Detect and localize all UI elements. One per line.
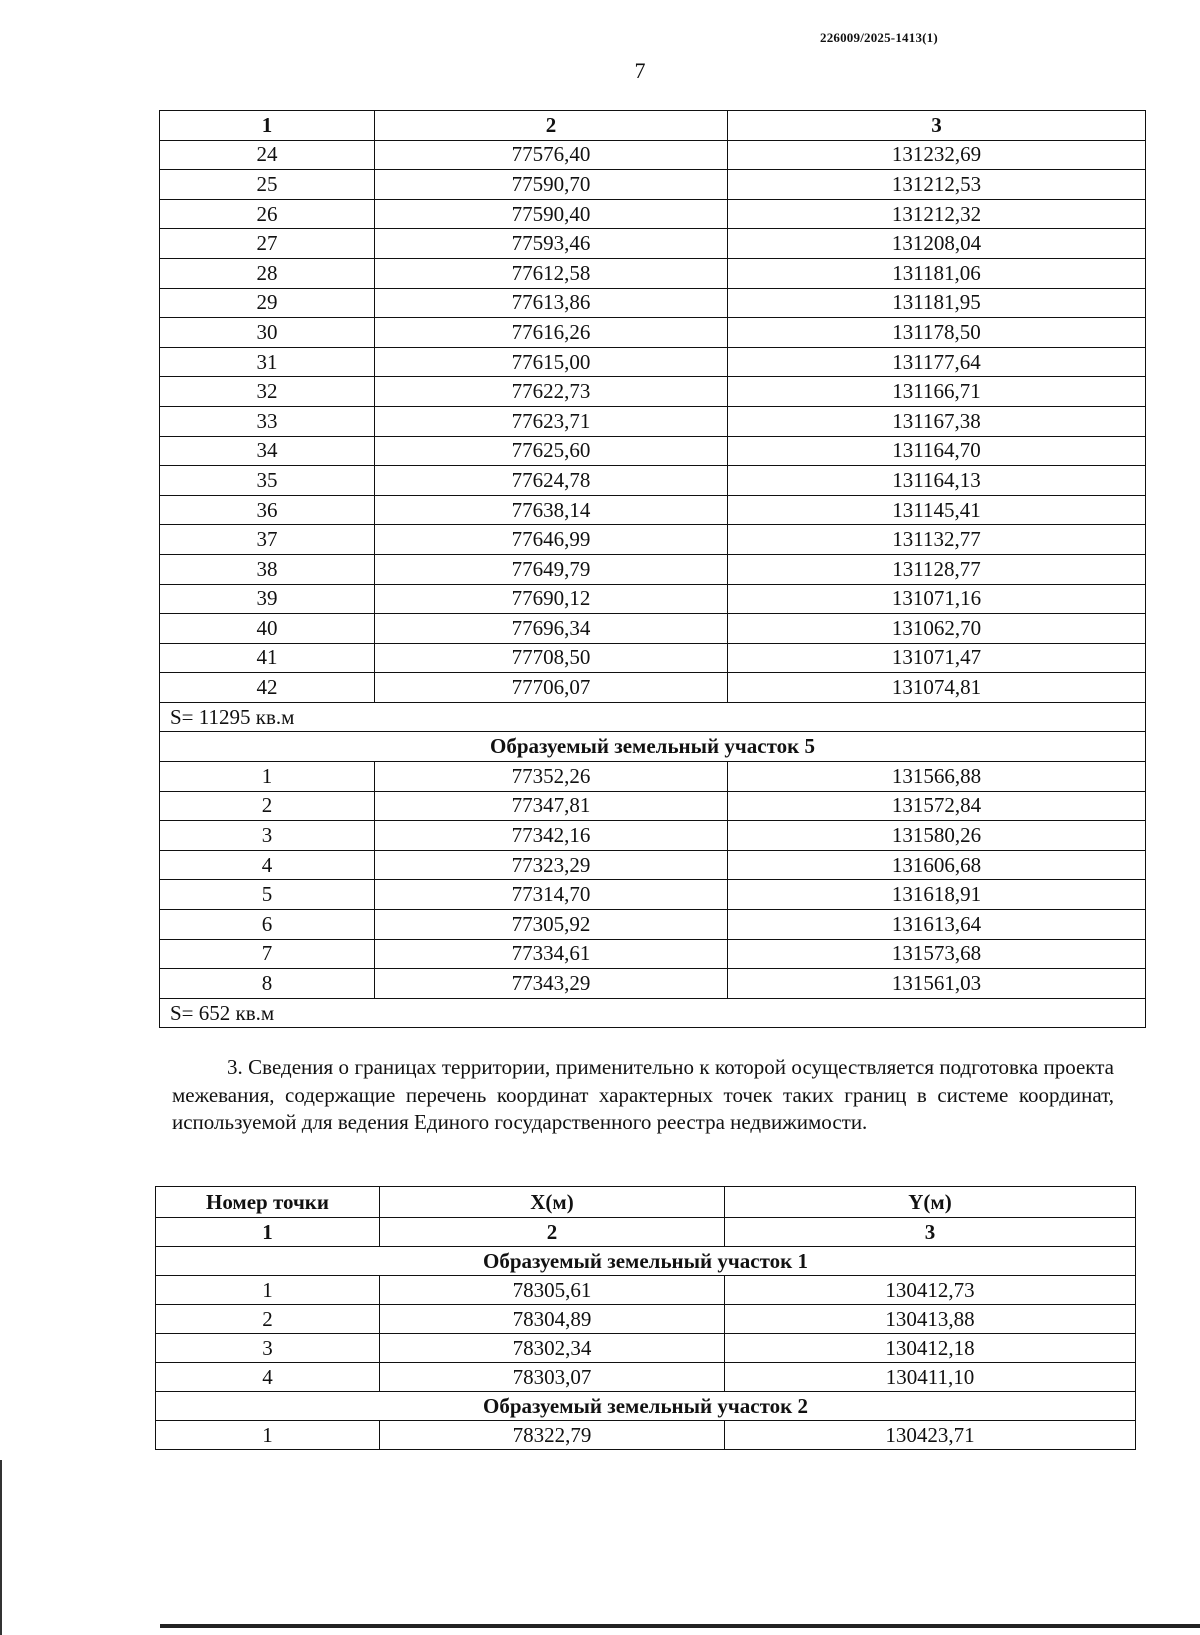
y-coordinate-cell: 131166,71	[728, 377, 1146, 407]
table-row	[160, 673, 1146, 703]
point-number-cell: 1	[156, 1276, 380, 1305]
point-number-cell: 34	[160, 436, 375, 466]
point-rows-group	[160, 762, 1146, 999]
scan-edge-bottom	[160, 1624, 1200, 1628]
table-row	[160, 910, 1146, 940]
point-number-cell: 31	[160, 347, 375, 377]
point-number-cell: 32	[160, 377, 375, 407]
y-coordinate-cell: 131177,64	[728, 347, 1146, 377]
table-row	[160, 288, 1146, 318]
point-number-cell: 24	[160, 140, 375, 170]
point-rows-group	[156, 1276, 1136, 1392]
x-coordinate-cell: 78305,61	[380, 1276, 725, 1305]
table-row	[160, 554, 1146, 584]
x-coordinate-cell: 78304,89	[380, 1305, 725, 1334]
table-row	[160, 969, 1146, 999]
table-row	[156, 1363, 1136, 1392]
y-coordinate-cell: 130423,71	[725, 1421, 1136, 1450]
y-coordinate-cell: 131074,81	[728, 673, 1146, 703]
section-row	[160, 732, 1146, 762]
section-title: Образуемый земельный участок 1	[156, 1247, 1136, 1276]
point-number-cell: 2	[156, 1305, 380, 1334]
x-coordinate-cell: 77624,78	[375, 466, 728, 496]
table-row	[160, 880, 1146, 910]
x-coordinate-cell: 77347,81	[375, 791, 728, 821]
y-coordinate-cell: 131071,47	[728, 643, 1146, 673]
point-number-cell: 38	[160, 554, 375, 584]
x-coordinate-cell: 77590,70	[375, 170, 728, 200]
table-row	[160, 140, 1146, 170]
x-coordinate-cell: 77616,26	[375, 318, 728, 348]
table-row	[156, 1305, 1136, 1334]
column-number-cell: 1	[160, 111, 375, 141]
table-row	[160, 170, 1146, 200]
x-coordinate-cell: 77646,99	[375, 525, 728, 555]
x-coordinate-cell: 78322,79	[380, 1421, 725, 1450]
y-coordinate-cell: 131606,68	[728, 850, 1146, 880]
point-number-cell: 41	[160, 643, 375, 673]
table-header-row	[156, 1187, 1136, 1218]
y-coordinate-cell: 130412,18	[725, 1334, 1136, 1363]
point-number-cell: 4	[160, 850, 375, 880]
y-coordinate-cell: 130411,10	[725, 1363, 1136, 1392]
table-row	[160, 525, 1146, 555]
column-number-cell: 1	[156, 1218, 380, 1247]
point-number-cell: 3	[160, 821, 375, 851]
point-number-cell: 28	[160, 258, 375, 288]
x-coordinate-cell: 77612,58	[375, 258, 728, 288]
point-number-cell: 8	[160, 969, 375, 999]
table-row	[160, 791, 1146, 821]
x-coordinate-cell: 77342,16	[375, 821, 728, 851]
y-coordinate-cell: 130412,73	[725, 1276, 1136, 1305]
table-row	[156, 1421, 1136, 1450]
x-coordinate-cell: 77649,79	[375, 554, 728, 584]
table-row	[160, 939, 1146, 969]
column-numbers-row	[156, 1218, 1136, 1247]
x-coordinate-cell: 77593,46	[375, 229, 728, 259]
y-coordinate-cell: 131164,13	[728, 466, 1146, 496]
coordinates-table-continued	[159, 110, 1146, 1028]
y-coordinate-cell: 131132,77	[728, 525, 1146, 555]
y-coordinate-cell: 130413,88	[725, 1305, 1136, 1334]
y-coordinate-cell: 131212,53	[728, 170, 1146, 200]
point-number-cell: 39	[160, 584, 375, 614]
table-row	[160, 318, 1146, 348]
table-row	[160, 406, 1146, 436]
section-row	[156, 1392, 1136, 1421]
table-row	[160, 850, 1146, 880]
point-number-cell: 6	[160, 910, 375, 940]
section-title: Образуемый земельный участок 5	[160, 732, 1146, 762]
y-coordinate-cell: 131566,88	[728, 762, 1146, 792]
table-row	[160, 584, 1146, 614]
table-row	[160, 821, 1146, 851]
table-row	[160, 229, 1146, 259]
point-number-cell: 2	[160, 791, 375, 821]
column-header-x: X(м)	[380, 1187, 725, 1218]
x-coordinate-cell: 77696,34	[375, 614, 728, 644]
x-coordinate-cell: 77334,61	[375, 939, 728, 969]
table-row	[160, 347, 1146, 377]
x-coordinate-cell: 77615,00	[375, 347, 728, 377]
table-row	[160, 614, 1146, 644]
table-row	[160, 436, 1146, 466]
section-3-paragraph: 3. Сведения о границах территории, применительно к которой осуществляется подготовка проекта межевания, содержащие перечень координат характерных точек таких границ в системе координат, используемой для ведения Единого государственного реестра недвижимости.	[172, 1055, 1114, 1134]
boundary-coordinates-table	[155, 1186, 1136, 1450]
point-rows-group	[156, 1421, 1136, 1450]
y-coordinate-cell: 131164,70	[728, 436, 1146, 466]
area-value: S= 652 кв.м	[160, 998, 1146, 1028]
point-number-cell: 40	[160, 614, 375, 644]
page-number: 7	[634, 58, 646, 83]
point-number-cell: 5	[160, 880, 375, 910]
x-coordinate-cell: 77576,40	[375, 140, 728, 170]
x-coordinate-cell: 77613,86	[375, 288, 728, 318]
table-row	[160, 377, 1146, 407]
y-coordinate-cell: 131128,77	[728, 554, 1146, 584]
table-row	[156, 1276, 1136, 1305]
section-row	[156, 1247, 1136, 1276]
y-coordinate-cell: 131178,50	[728, 318, 1146, 348]
point-number-cell: 4	[156, 1363, 380, 1392]
y-coordinate-cell: 131181,95	[728, 288, 1146, 318]
x-coordinate-cell: 77323,29	[375, 850, 728, 880]
y-coordinate-cell: 131145,41	[728, 495, 1146, 525]
y-coordinate-cell: 131071,16	[728, 584, 1146, 614]
point-number-cell: 26	[160, 199, 375, 229]
area-value: S= 11295 кв.м	[160, 702, 1146, 732]
x-coordinate-cell: 78303,07	[380, 1363, 725, 1392]
point-number-cell: 33	[160, 406, 375, 436]
y-coordinate-cell: 131167,38	[728, 406, 1146, 436]
section-title: Образуемый земельный участок 2	[156, 1392, 1136, 1421]
point-number-cell: 42	[160, 673, 375, 703]
y-coordinate-cell: 131208,04	[728, 229, 1146, 259]
table-row	[160, 495, 1146, 525]
area-row	[160, 702, 1146, 732]
y-coordinate-cell: 131212,32	[728, 199, 1146, 229]
point-rows-group	[160, 140, 1146, 702]
x-coordinate-cell: 77625,60	[375, 436, 728, 466]
x-coordinate-cell: 77706,07	[375, 673, 728, 703]
point-number-cell: 3	[156, 1334, 380, 1363]
point-number-cell: 37	[160, 525, 375, 555]
x-coordinate-cell: 77352,26	[375, 762, 728, 792]
point-number-cell: 36	[160, 495, 375, 525]
point-number-cell: 1	[156, 1421, 380, 1450]
column-header-point-number: Номер точки	[156, 1187, 380, 1218]
x-coordinate-cell: 77314,70	[375, 880, 728, 910]
y-coordinate-cell: 131572,84	[728, 791, 1146, 821]
table-header-row	[160, 111, 1146, 141]
y-coordinate-cell: 131573,68	[728, 939, 1146, 969]
document-registration-number: 226009/2025-1413(1)	[820, 30, 938, 45]
x-coordinate-cell: 77622,73	[375, 377, 728, 407]
x-coordinate-cell: 78302,34	[380, 1334, 725, 1363]
y-coordinate-cell: 131181,06	[728, 258, 1146, 288]
table-row	[160, 762, 1146, 792]
y-coordinate-cell: 131561,03	[728, 969, 1146, 999]
column-header-y: Y(м)	[725, 1187, 1136, 1218]
x-coordinate-cell: 77590,40	[375, 199, 728, 229]
y-coordinate-cell: 131062,70	[728, 614, 1146, 644]
table-row	[160, 258, 1146, 288]
table-row	[160, 466, 1146, 496]
y-coordinate-cell: 131232,69	[728, 140, 1146, 170]
area-row	[160, 998, 1146, 1028]
column-number-cell: 3	[728, 111, 1146, 141]
point-number-cell: 29	[160, 288, 375, 318]
y-coordinate-cell: 131613,64	[728, 910, 1146, 940]
point-number-cell: 27	[160, 229, 375, 259]
column-number-cell: 3	[725, 1218, 1136, 1247]
x-coordinate-cell: 77638,14	[375, 495, 728, 525]
table-row	[160, 643, 1146, 673]
x-coordinate-cell: 77708,50	[375, 643, 728, 673]
point-number-cell: 7	[160, 939, 375, 969]
scan-edge-left	[0, 1460, 2, 1635]
x-coordinate-cell: 77623,71	[375, 406, 728, 436]
point-number-cell: 30	[160, 318, 375, 348]
column-number-cell: 2	[375, 111, 728, 141]
point-number-cell: 35	[160, 466, 375, 496]
x-coordinate-cell: 77305,92	[375, 910, 728, 940]
y-coordinate-cell: 131618,91	[728, 880, 1146, 910]
table-row	[156, 1334, 1136, 1363]
point-number-cell: 1	[160, 762, 375, 792]
y-coordinate-cell: 131580,26	[728, 821, 1146, 851]
table-row	[160, 199, 1146, 229]
x-coordinate-cell: 77343,29	[375, 969, 728, 999]
x-coordinate-cell: 77690,12	[375, 584, 728, 614]
point-number-cell: 25	[160, 170, 375, 200]
column-number-cell: 2	[380, 1218, 725, 1247]
